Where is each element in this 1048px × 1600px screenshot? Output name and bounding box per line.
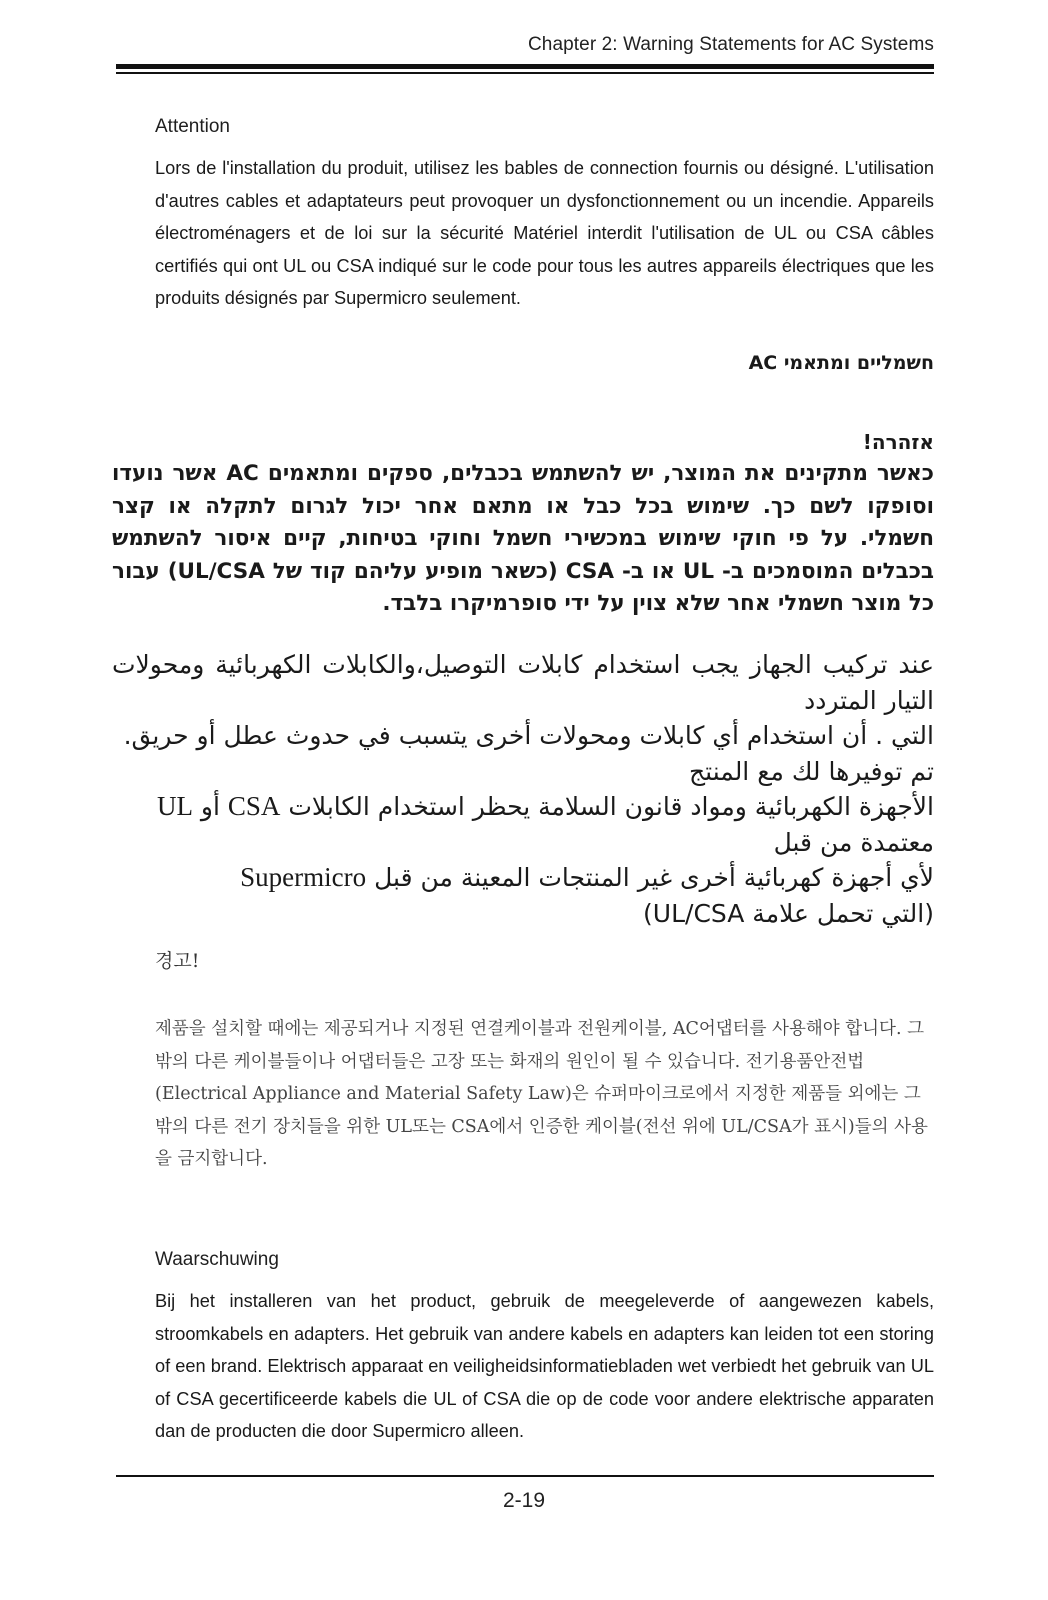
- korean-warning-section: [155, 1013, 934, 1176]
- arabic-brand-name: Supermicro: [240, 862, 367, 892]
- arabic-line-5: معتمدة من قبل: [773, 827, 934, 857]
- korean-body: 제품을 설치할 때에는 제공되거나 지정된 연결케이블과 전원케이블, AC어댑터를 사용해야 합니다. 그 밖의 다른 케이블들이나 어댑터들은 고장 또는 화재의 원인이 될 수 있습니다. 전기용품안전법 (Electrical Appliance and Material Safety Law)은 슈퍼마이크로에서 지정한 제품들 외에는 그 밖의 다른 전기 장치들을 위한 UL또는 CSA에서 인증한 케이블(전선 위에 UL/CSA가 표시)들의 사용을 금지합니다.: [155, 1019, 928, 1169]
- arabic-line-2: التي . أن استخدام أي كابلات ومحولات أخرى يتسبب في حدوث عطل أو حريق.: [123, 721, 934, 750]
- arabic-csa-label: CSA: [227, 791, 281, 821]
- french-warning-section: [155, 116, 934, 315]
- french-heading: Attention: [155, 116, 230, 137]
- hebrew-warning-section: [112, 352, 934, 621]
- header-rule-thin: [116, 72, 934, 74]
- arabic-line-4: [112, 789, 934, 825]
- hebrew-title: חשמליים ומתאמי AC: [748, 352, 934, 374]
- arabic-line-3: تم توفيرها لك مع المنتج: [689, 756, 934, 786]
- arabic-or-word: أو: [200, 792, 220, 821]
- french-body: Lors de l'installation du produit, utilisez les bables de connection fournis ou désigné. L'utilisation d'autres cables et adaptateurs peut provoquer un dysfonctionnement ou un incendie. Appareils électroménagers et de loi sur la sécurité Matériel interdit l'utilisation de UL ou CSA câbles certifiés qui ont UL ou CSA indiqué sur le code pour tous les autres appareils électriques que les produits désignés par Supermicro seulement.: [155, 158, 934, 308]
- arabic-line-1: عند تركيب الجهاز يجب استخدام كابلات التوصيل،والكابلات الكهربائية ومحولات التيار المتردد: [112, 650, 934, 715]
- arabic-warning-section: [112, 647, 934, 931]
- hebrew-body: כאשר מתקינים את המוצר, יש להשתמש בכבלים, ספקים ומתאמים AC אשר נועדו וסופקו לשם כך. שימוש בכל כבל או מתאם אחר יכול לגרום לתקלה או קצר חשמלי. על פי חוקי שימוש במכשירי חשמל וחוקי בטיחות, קיים איסור להשתמש בכבלים המוסמכים ב- UL או ב- CSA (כשאר מופיע עליהם קוד של UL/CSA) עבור כל מוצר חשמלי אחר שלא צוין על ידי סופרמיקרו בלבד.: [112, 461, 934, 616]
- arabic-line-6: [112, 860, 934, 896]
- arabic-line-6-text: لأي أجهزة كهربائية أخرى غير المنتجات المعينة من قبل: [374, 863, 934, 892]
- arabic-line-4-text: الأجهزة الكهربائية ومواد قانون السلامة يحظر استخدام الكابلات: [288, 792, 934, 821]
- dutch-heading: Waarschuwing: [155, 1249, 279, 1270]
- dutch-warning-section: [155, 1249, 934, 1448]
- arabic-line-7: (التي تحمل علامة UL/CSA): [643, 898, 934, 928]
- hebrew-warning-heading: אזהרה!: [862, 430, 934, 454]
- footer-rule: [116, 1475, 934, 1477]
- page-number: 2-19: [502, 1489, 546, 1512]
- korean-heading: 경고!: [155, 950, 200, 972]
- chapter-header-title: Chapter 2: Warning Statements for AC Systems: [527, 34, 934, 55]
- header-rule-thick: [116, 64, 934, 69]
- arabic-ul-label: UL: [156, 791, 193, 821]
- dutch-body: Bij het installeren van het product, gebruik de meegeleverde of aangewezen kabels, stroomkabels en adapters. Het gebruik van andere kabels en adapters kan leiden tot een storing of een brand. Elektrisch apparaat en veiligheidsinformatiebladen wet verbiedt het gebruik van UL of CSA gecertificeerde kabels die UL of CSA die op de code voor andere elektrische apparaten dan de producten die door Supermicro alleen.: [155, 1291, 934, 1441]
